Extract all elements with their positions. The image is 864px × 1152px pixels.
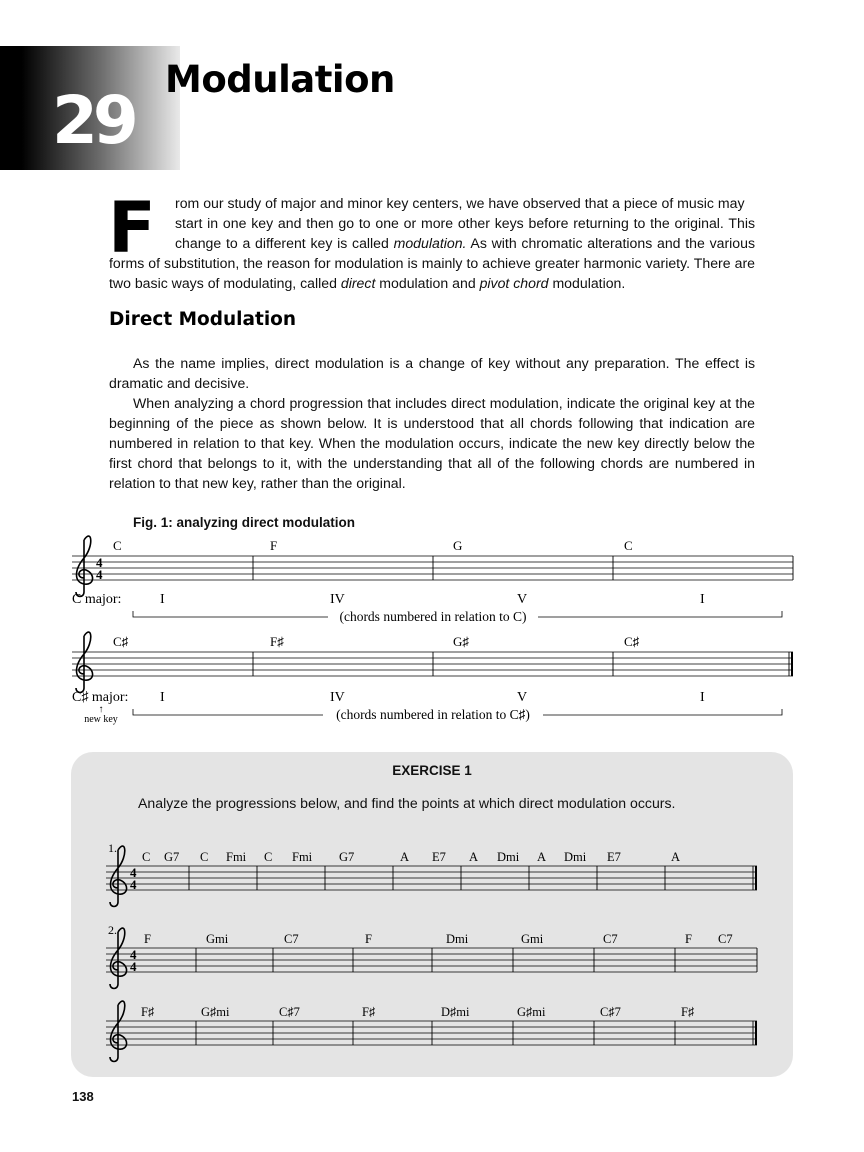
- chord-symbol: Fmi: [226, 850, 247, 864]
- chord-symbol: D♯mi: [441, 1005, 470, 1019]
- chord-symbol: F: [365, 932, 372, 946]
- chord-symbol: G♯: [453, 634, 469, 649]
- treble-clef-icon: [110, 928, 127, 988]
- chord-symbol: A: [469, 850, 479, 864]
- arrow-icon: ↑: [98, 704, 104, 715]
- exercise-staff-2: [106, 928, 757, 988]
- progression-number: 2.: [108, 923, 117, 937]
- bracket-left: [133, 611, 328, 617]
- roman-numeral: V: [517, 592, 528, 607]
- roman-numeral: I: [700, 690, 705, 705]
- chord-symbol: C♯: [113, 634, 129, 649]
- chord-symbol: F: [685, 932, 692, 946]
- chord-symbol: F♯: [270, 634, 284, 649]
- chord-symbol: G7: [164, 850, 180, 864]
- intro-text: two basic ways of modulating, called: [109, 275, 341, 291]
- chord-symbol: Gmi: [206, 932, 229, 946]
- intro-text: modulation and: [375, 275, 480, 291]
- chapter-number: 29: [52, 82, 134, 159]
- chord-symbol: Dmi: [497, 850, 520, 864]
- bracket-right: [538, 611, 782, 617]
- exercise-instruction: Analyze the progressions below, and find the points at which direct modulation occurs.: [138, 795, 676, 811]
- treble-clef-icon: [110, 1001, 127, 1061]
- time-signature-top: 4: [130, 865, 137, 880]
- exercise-title: EXERCISE 1: [392, 763, 472, 778]
- figure-staff-2: [72, 632, 793, 692]
- chord-symbol: C♯7: [279, 1005, 300, 1019]
- new-key-note: new key: [84, 714, 118, 725]
- chord-symbol: G7: [339, 850, 355, 864]
- time-signature-top: 4: [96, 555, 103, 570]
- chord-symbol: A: [671, 850, 681, 864]
- figure-title: Fig. 1: analyzing direct modulation: [133, 515, 356, 530]
- chord-symbol: C: [200, 850, 209, 864]
- intro-line-1: rom our study of major and minor key centers, we have observed that a piece of music may: [175, 195, 745, 211]
- roman-numeral: I: [160, 592, 165, 607]
- intro-term-modulation: modulation.: [393, 235, 467, 251]
- chord-symbol: C7: [718, 932, 733, 946]
- bracket-right: [543, 709, 782, 715]
- roman-numeral: I: [700, 592, 705, 607]
- roman-numeral: IV: [330, 690, 345, 705]
- chord-symbol: C♯7: [600, 1005, 621, 1019]
- page-number: 138: [72, 1089, 94, 1104]
- intro-term-pivot: pivot chord: [479, 275, 549, 291]
- treble-clef-icon: [110, 846, 127, 906]
- chord-symbol: C♯: [624, 634, 640, 649]
- chord-symbol: E7: [432, 850, 446, 864]
- intro-line-4: forms of substitution, the reason for modulation is mainly to achieve greater harmonic variety. There are: [109, 255, 755, 271]
- intro-text: As with chromatic alterations and the various: [466, 235, 755, 251]
- chord-symbol: E7: [607, 850, 621, 864]
- chord-symbol: C: [142, 850, 151, 864]
- chord-symbol: G♯mi: [201, 1005, 230, 1019]
- time-signature-bottom: 4: [96, 567, 103, 582]
- intro-term-direct: direct: [340, 275, 376, 291]
- chord-symbol: C: [264, 850, 273, 864]
- chord-symbol: F♯: [141, 1005, 155, 1019]
- bracket-label: (chords numbered in relation to C♯): [336, 707, 530, 722]
- bracket-left: [133, 709, 323, 715]
- time-signature-bottom: 4: [130, 959, 137, 974]
- chord-symbol: C7: [284, 932, 299, 946]
- bracket-label: (chords numbered in relation to C): [339, 609, 527, 624]
- intro-text: change to a different key is called: [175, 235, 394, 251]
- roman-numeral: IV: [330, 592, 345, 607]
- chapter-title: Modulation: [165, 58, 395, 101]
- drop-cap: F: [108, 187, 156, 269]
- chord-symbol: Gmi: [521, 932, 544, 946]
- chord-symbol: Fmi: [292, 850, 313, 864]
- chord-symbol: F♯: [681, 1005, 695, 1019]
- chord-symbol: C7: [603, 932, 618, 946]
- chord-symbol: Dmi: [446, 932, 469, 946]
- chord-symbol: C: [624, 538, 633, 553]
- chord-symbol: F: [270, 538, 278, 553]
- figure-staff-1: [72, 536, 793, 596]
- chord-symbol: Dmi: [564, 850, 587, 864]
- progression-number: 1.: [108, 841, 117, 855]
- time-signature-top: 4: [130, 947, 137, 962]
- time-signature-bottom: 4: [130, 877, 137, 892]
- treble-clef-icon: [76, 536, 93, 596]
- key-label: C♯ major:: [72, 690, 129, 705]
- intro-text: modulation.: [548, 275, 626, 291]
- roman-numeral: V: [517, 690, 528, 705]
- roman-numeral: I: [160, 690, 165, 705]
- chord-symbol: F♯: [362, 1005, 376, 1019]
- chord-symbol: A: [537, 850, 547, 864]
- chord-symbol: A: [400, 850, 410, 864]
- chord-symbol: G: [453, 538, 463, 553]
- paragraph-text: When analyzing a chord progression that includes direct modulation, indicate the original key at the beginning of the piece as shown below. It is understood that all chords following that indication are numbered in relation to that key. When the modulation occurs, indicate the new key directly below the first chord that belongs to it, with the understanding that all of the following chords are numbered in relation to that new key, rather than the original.: [109, 395, 755, 491]
- chord-symbol: F: [144, 932, 151, 946]
- section-heading: Direct Modulation: [109, 309, 297, 330]
- paragraph-text: As the name implies, direct modulation is a change of key without any preparation. The effect is dramatic and decisive.: [109, 355, 755, 391]
- treble-clef-icon: [76, 632, 93, 692]
- chord-symbol: G♯mi: [517, 1005, 546, 1019]
- chord-symbol: C: [113, 538, 122, 553]
- intro-line-2: start in one key and then go to one or more other keys before returning to the original. This: [175, 215, 755, 231]
- key-label: C major:: [72, 592, 122, 607]
